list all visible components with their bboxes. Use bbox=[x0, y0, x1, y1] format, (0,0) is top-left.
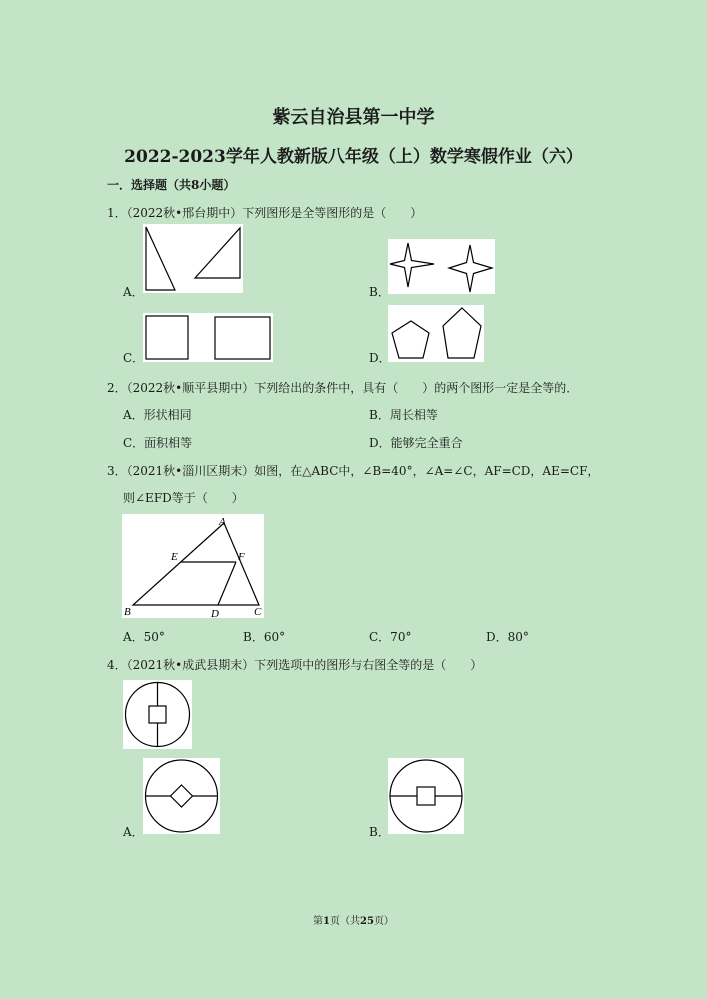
section-heading: 一．选择题（共8小题） bbox=[107, 178, 236, 192]
q4-reference-figure bbox=[123, 680, 192, 749]
question-3-stem: 3．（2021秋•淄川区期末）如图，在△ABC中，∠B=40°，∠A=∠C，AF=CD，AE=CF， bbox=[107, 464, 600, 478]
q2-option-c: C．面积相等 bbox=[123, 436, 193, 450]
q1-option-c-label: C． bbox=[123, 351, 145, 365]
footer-prefix: 第 bbox=[313, 916, 324, 927]
footer-page-number: 1 bbox=[323, 916, 331, 927]
q2-option-b: B．周长相等 bbox=[369, 408, 438, 422]
q1-option-d-label: D． bbox=[369, 351, 391, 365]
footer-page-total: 25 bbox=[360, 916, 374, 927]
q3-option-d: D．80° bbox=[486, 630, 529, 644]
q2-option-a: A．形状相同 bbox=[123, 408, 192, 422]
q1-option-a-figure bbox=[143, 224, 243, 293]
q3-option-c: C．70° bbox=[369, 630, 412, 644]
q1-option-b-figure bbox=[388, 239, 495, 294]
q1-option-b-label: B． bbox=[369, 285, 390, 299]
vertex-label-a: A bbox=[219, 516, 226, 528]
question-1-stem: 1．（2022秋•邢台期中）下列图形是全等图形的是（ ） bbox=[107, 206, 423, 220]
footer-suffix: 页） bbox=[373, 916, 394, 927]
q3-triangle-figure bbox=[122, 514, 264, 618]
page-title: 2022-2023学年人教新版八年级（上）数学寒假作业（六） bbox=[124, 147, 583, 167]
point-label-f: F bbox=[238, 551, 245, 563]
q3-option-a: A．50° bbox=[123, 630, 165, 644]
q4-option-a-figure bbox=[143, 758, 220, 834]
q4-option-b-figure bbox=[388, 758, 464, 834]
page-footer bbox=[0, 912, 707, 927]
q1-option-d-figure bbox=[388, 305, 484, 362]
q1-option-a-label: A． bbox=[123, 285, 144, 299]
question-3-stem-cont: 则∠EFD等于（ ） bbox=[123, 491, 244, 505]
q3-option-b: B．60° bbox=[243, 630, 286, 644]
question-2-stem: 2．（2022秋•顺平县期中）下列给出的条件中，具有（ ）的两个图形一定是全等的． bbox=[107, 381, 579, 395]
question-4-stem: 4．（2021秋•成武县期末）下列选项中的图形与右图全等的是（ ） bbox=[107, 658, 483, 672]
point-label-e: E bbox=[171, 551, 178, 563]
point-label-d: D bbox=[211, 608, 219, 618]
vertex-label-c: C bbox=[254, 606, 262, 618]
q1-option-c-figure bbox=[143, 313, 273, 362]
footer-mid: 页（共 bbox=[330, 916, 361, 927]
school-name: 紫云自治县第一中学 bbox=[272, 107, 435, 128]
q4-option-a-label: A． bbox=[123, 825, 144, 839]
q2-option-d: D．能够完全重合 bbox=[369, 436, 463, 450]
vertex-label-b: B bbox=[124, 606, 131, 618]
q4-option-b-label: B． bbox=[369, 825, 390, 839]
